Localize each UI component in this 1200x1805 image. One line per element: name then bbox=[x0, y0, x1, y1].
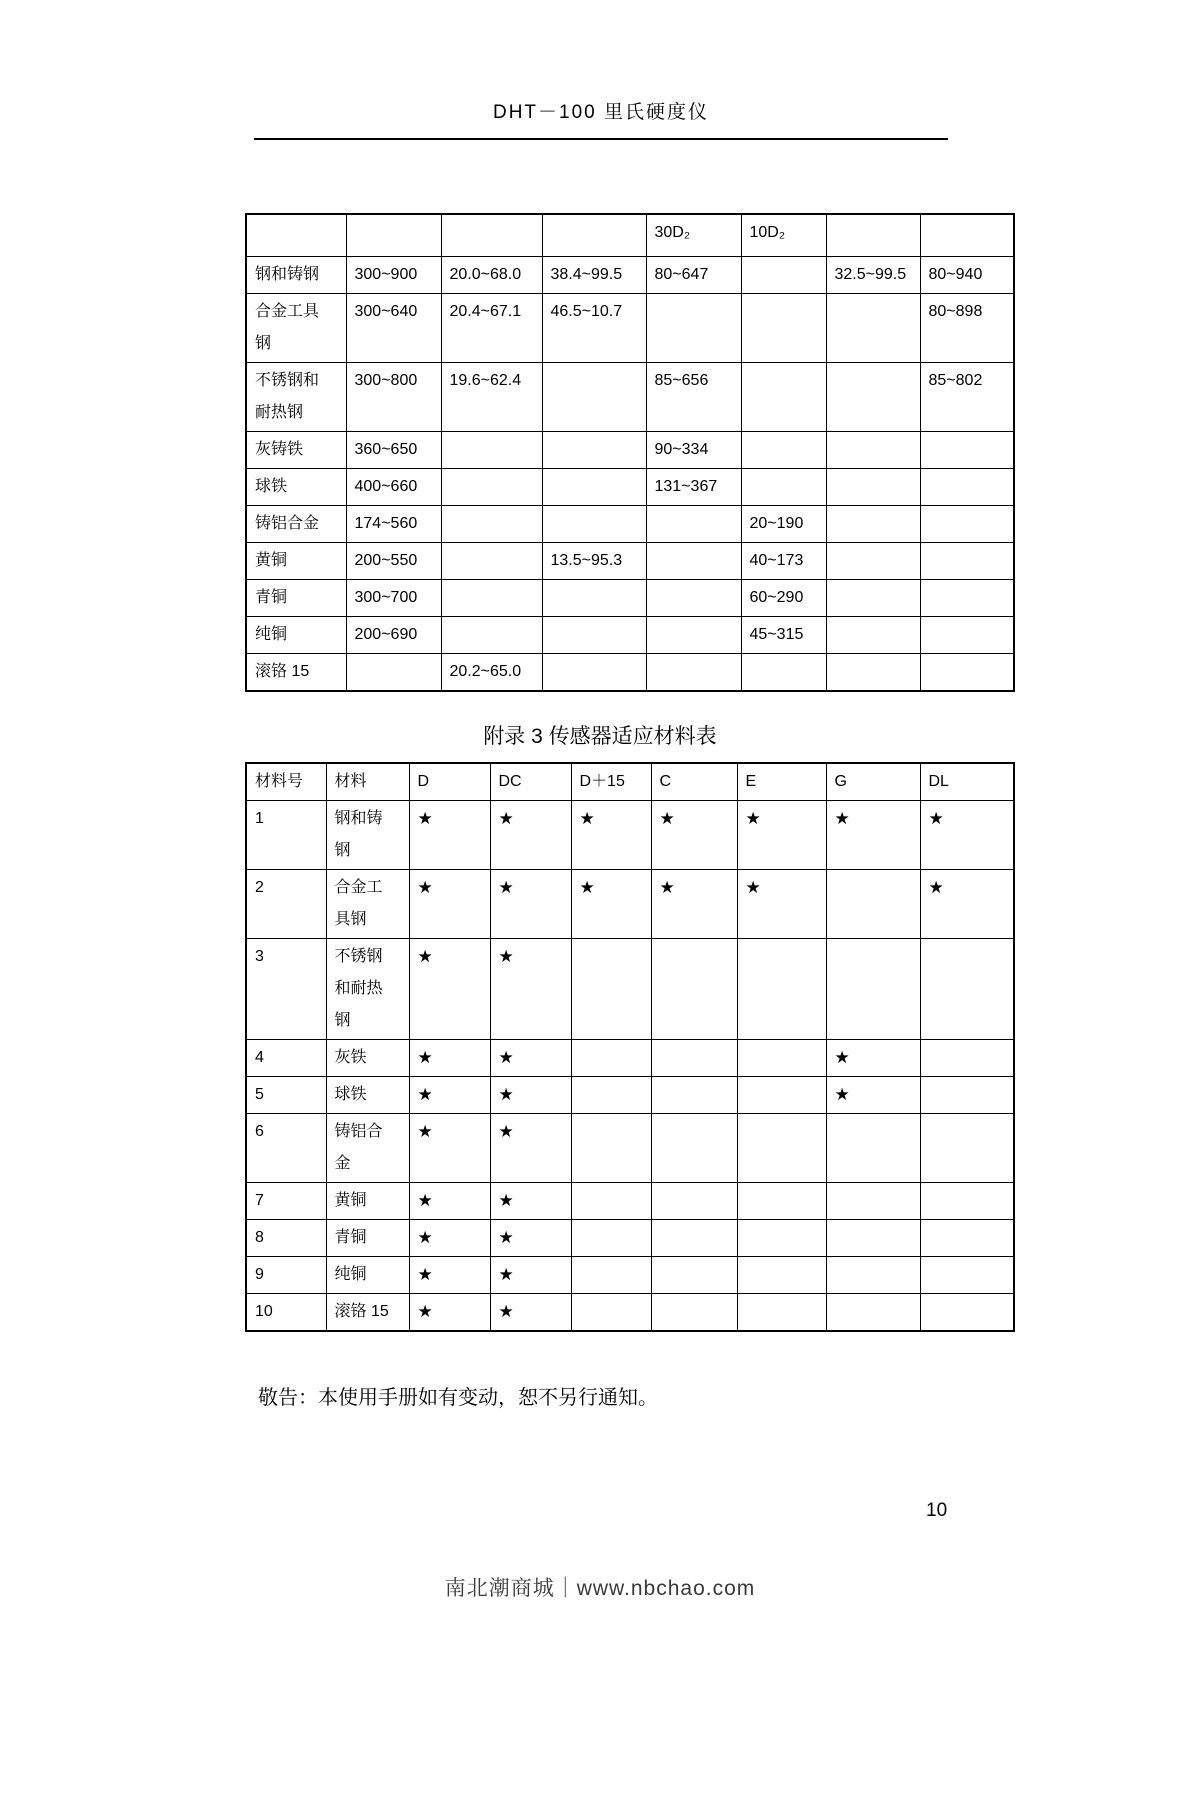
hardness-range-cell bbox=[542, 653, 646, 691]
hardness-table-row bbox=[246, 505, 1014, 542]
material-name-cell: 滚铬 15 bbox=[246, 653, 346, 691]
material-number-cell: 7 bbox=[246, 1182, 326, 1219]
star-compatibility-cell: ★ bbox=[490, 938, 571, 1039]
probe-column-label-cell bbox=[346, 214, 441, 256]
hardness-range-cell: 13.5~95.3 bbox=[542, 542, 646, 579]
hardness-range-cell: 300~800 bbox=[346, 362, 441, 431]
hardness-range-cell bbox=[826, 431, 920, 468]
star-compatibility-cell bbox=[920, 1219, 1014, 1256]
hardness-range-cell bbox=[920, 616, 1014, 653]
star-compatibility-cell: ★ bbox=[409, 869, 490, 938]
sensor-table-row bbox=[246, 1219, 1014, 1256]
star-compatibility-cell bbox=[737, 1256, 826, 1293]
hardness-table-row bbox=[246, 542, 1014, 579]
hardness-range-cell bbox=[441, 468, 542, 505]
hardness-range-cell bbox=[646, 293, 741, 362]
sensor-column-header: C bbox=[651, 763, 737, 801]
hardness-range-cell: 40~173 bbox=[741, 542, 826, 579]
hardness-range-cell bbox=[826, 579, 920, 616]
hardness-table-row bbox=[246, 468, 1014, 505]
star-compatibility-cell: ★ bbox=[409, 1076, 490, 1113]
page-number: 10 bbox=[926, 1499, 948, 1521]
hardness-range-cell: 360~650 bbox=[346, 431, 441, 468]
star-compatibility-cell: ★ bbox=[409, 1293, 490, 1331]
star-compatibility-cell bbox=[571, 938, 651, 1039]
star-compatibility-cell: ★ bbox=[490, 1293, 571, 1331]
hardness-range-cell: 80~898 bbox=[920, 293, 1014, 362]
hardness-range-cell bbox=[542, 468, 646, 505]
star-compatibility-cell bbox=[651, 1219, 737, 1256]
star-compatibility-cell: ★ bbox=[490, 800, 571, 869]
material-number-cell: 5 bbox=[246, 1076, 326, 1113]
material-number-cell: 3 bbox=[246, 938, 326, 1039]
hardness-range-cell: 45~315 bbox=[741, 616, 826, 653]
hardness-range-cell: 60~290 bbox=[741, 579, 826, 616]
star-compatibility-cell bbox=[826, 1182, 920, 1219]
hardness-range-cell: 20~190 bbox=[741, 505, 826, 542]
hardness-range-cell bbox=[741, 653, 826, 691]
hardness-range-cell: 300~700 bbox=[346, 579, 441, 616]
material-number-cell: 8 bbox=[246, 1219, 326, 1256]
hardness-range-cell: 85~656 bbox=[646, 362, 741, 431]
star-compatibility-cell: ★ bbox=[737, 869, 826, 938]
star-compatibility-cell: ★ bbox=[409, 1182, 490, 1219]
star-compatibility-cell bbox=[826, 938, 920, 1039]
hardness-range-cell bbox=[826, 616, 920, 653]
star-compatibility-cell bbox=[571, 1113, 651, 1182]
star-compatibility-cell bbox=[826, 1293, 920, 1331]
hardness-range-cell bbox=[542, 431, 646, 468]
material-name-cell: 钢和铸钢 bbox=[246, 256, 346, 293]
hardness-range-cell bbox=[646, 505, 741, 542]
sensor-column-header: E bbox=[737, 763, 826, 801]
sensor-column-header: D＋15 bbox=[571, 763, 651, 801]
star-compatibility-cell: ★ bbox=[409, 800, 490, 869]
star-compatibility-cell: ★ bbox=[826, 1076, 920, 1113]
probe-column-label-cell bbox=[920, 214, 1014, 256]
star-compatibility-cell bbox=[571, 1076, 651, 1113]
hardness-range-cell bbox=[646, 653, 741, 691]
material-name-cell: 合金工具钢 bbox=[326, 869, 409, 938]
material-number-cell: 4 bbox=[246, 1039, 326, 1076]
hardness-range-cell: 300~640 bbox=[346, 293, 441, 362]
hardness-range-cell bbox=[920, 579, 1014, 616]
star-compatibility-cell bbox=[651, 1293, 737, 1331]
hardness-range-cell bbox=[542, 616, 646, 653]
hardness-range-table bbox=[245, 213, 1015, 692]
hardness-range-cell: 85~802 bbox=[920, 362, 1014, 431]
star-compatibility-cell: ★ bbox=[490, 1219, 571, 1256]
material-name-cell: 纯铜 bbox=[326, 1256, 409, 1293]
star-compatibility-cell bbox=[571, 1293, 651, 1331]
hardness-range-cell: 38.4~99.5 bbox=[542, 256, 646, 293]
hardness-range-cell: 20.0~68.0 bbox=[441, 256, 542, 293]
hardness-table-row bbox=[246, 431, 1014, 468]
hardness-table-row bbox=[246, 362, 1014, 431]
material-number-cell: 9 bbox=[246, 1256, 326, 1293]
sensor-column-header: DL bbox=[920, 763, 1014, 801]
star-compatibility-cell bbox=[737, 1039, 826, 1076]
star-compatibility-cell bbox=[920, 1039, 1014, 1076]
material-name-cell: 滚铬 15 bbox=[326, 1293, 409, 1331]
hardness-range-cell bbox=[542, 579, 646, 616]
hardness-range-cell bbox=[741, 256, 826, 293]
hardness-range-cell bbox=[441, 616, 542, 653]
probe-column-label-cell bbox=[441, 214, 542, 256]
hardness-range-cell bbox=[741, 293, 826, 362]
sensor-table-header-row bbox=[246, 763, 1014, 801]
hardness-range-cell bbox=[441, 542, 542, 579]
probe-column-label-cell bbox=[826, 214, 920, 256]
hardness-range-cell: 19.6~62.4 bbox=[441, 362, 542, 431]
appendix-title: 附录 3 传感器适应材料表 bbox=[483, 724, 717, 748]
hardness-range-cell: 80~940 bbox=[920, 256, 1014, 293]
hardness-range-cell bbox=[441, 579, 542, 616]
material-name-cell: 合金工具钢 bbox=[246, 293, 346, 362]
hardness-range-cell bbox=[920, 468, 1014, 505]
star-compatibility-cell bbox=[737, 1219, 826, 1256]
star-compatibility-cell bbox=[737, 1182, 826, 1219]
material-name-cell: 纯铜 bbox=[246, 616, 346, 653]
star-compatibility-cell bbox=[826, 1219, 920, 1256]
sensor-column-header: 材料号 bbox=[246, 763, 326, 801]
star-compatibility-cell bbox=[826, 869, 920, 938]
hardness-range-cell: 300~900 bbox=[346, 256, 441, 293]
hardness-range-cell: 20.2~65.0 bbox=[441, 653, 542, 691]
hardness-range-cell: 80~647 bbox=[646, 256, 741, 293]
sensor-table-row bbox=[246, 938, 1014, 1039]
hardness-range-cell bbox=[741, 468, 826, 505]
hardness-range-cell bbox=[920, 542, 1014, 579]
probe-column-label-cell bbox=[542, 214, 646, 256]
hardness-range-cell bbox=[826, 542, 920, 579]
star-compatibility-cell: ★ bbox=[571, 800, 651, 869]
material-name-cell: 灰铸铁 bbox=[246, 431, 346, 468]
star-compatibility-cell: ★ bbox=[920, 869, 1014, 938]
hardness-range-cell: 32.5~99.5 bbox=[826, 256, 920, 293]
hardness-range-cell bbox=[346, 653, 441, 691]
material-number-cell: 10 bbox=[246, 1293, 326, 1331]
hardness-range-cell bbox=[920, 653, 1014, 691]
hardness-range-cell bbox=[826, 505, 920, 542]
sensor-table-row bbox=[246, 1293, 1014, 1331]
material-name-cell: 青铜 bbox=[246, 579, 346, 616]
hardness-range-cell bbox=[542, 362, 646, 431]
hardness-range-cell bbox=[441, 505, 542, 542]
star-compatibility-cell: ★ bbox=[409, 1113, 490, 1182]
star-compatibility-cell bbox=[651, 1113, 737, 1182]
hardness-range-cell: 400~660 bbox=[346, 468, 441, 505]
sensor-column-header: 材料 bbox=[326, 763, 409, 801]
star-compatibility-cell bbox=[737, 1076, 826, 1113]
probe-column-label-cell: 30D₂ bbox=[646, 214, 741, 256]
star-compatibility-cell bbox=[571, 1182, 651, 1219]
sensor-table-row bbox=[246, 800, 1014, 869]
material-name-cell: 球铁 bbox=[246, 468, 346, 505]
star-compatibility-cell bbox=[571, 1039, 651, 1076]
star-compatibility-cell bbox=[920, 1256, 1014, 1293]
sensor-column-header: DC bbox=[490, 763, 571, 801]
star-compatibility-cell bbox=[651, 1182, 737, 1219]
hardness-range-cell: 20.4~67.1 bbox=[441, 293, 542, 362]
hardness-range-cell bbox=[826, 468, 920, 505]
star-compatibility-cell: ★ bbox=[490, 1256, 571, 1293]
sensor-table-row bbox=[246, 869, 1014, 938]
sensor-table-row bbox=[246, 1182, 1014, 1219]
star-compatibility-cell bbox=[826, 1256, 920, 1293]
star-compatibility-cell: ★ bbox=[651, 869, 737, 938]
star-compatibility-cell bbox=[920, 1182, 1014, 1219]
star-compatibility-cell bbox=[826, 1113, 920, 1182]
star-compatibility-cell bbox=[920, 1293, 1014, 1331]
hardness-table-row bbox=[246, 256, 1014, 293]
sensor-table-row bbox=[246, 1076, 1014, 1113]
hardness-range-cell bbox=[826, 362, 920, 431]
hardness-range-cell bbox=[542, 505, 646, 542]
probe-column-label-cell bbox=[246, 214, 346, 256]
hardness-range-cell: 174~560 bbox=[346, 505, 441, 542]
notice-text: 敬告：本使用手册如有变动，恕不另行通知。 bbox=[258, 1386, 658, 1409]
star-compatibility-cell: ★ bbox=[651, 800, 737, 869]
sensor-table-row bbox=[246, 1039, 1014, 1076]
sensor-table-row bbox=[246, 1256, 1014, 1293]
star-compatibility-cell: ★ bbox=[826, 800, 920, 869]
star-compatibility-cell: ★ bbox=[490, 1182, 571, 1219]
material-name-cell: 铸铝合金 bbox=[246, 505, 346, 542]
star-compatibility-cell: ★ bbox=[826, 1039, 920, 1076]
page-header bbox=[254, 100, 948, 140]
star-compatibility-cell: ★ bbox=[409, 1039, 490, 1076]
document-page bbox=[0, 100, 1200, 1602]
sensor-material-table bbox=[245, 762, 1015, 1332]
material-number-cell: 6 bbox=[246, 1113, 326, 1182]
hardness-range-cell bbox=[441, 431, 542, 468]
star-compatibility-cell bbox=[737, 1113, 826, 1182]
star-compatibility-cell bbox=[737, 1293, 826, 1331]
hardness-range-cell: 46.5~10.7 bbox=[542, 293, 646, 362]
material-name-cell: 钢和铸钢 bbox=[326, 800, 409, 869]
star-compatibility-cell: ★ bbox=[920, 800, 1014, 869]
star-compatibility-cell bbox=[651, 1256, 737, 1293]
hardness-table-row bbox=[246, 293, 1014, 362]
star-compatibility-cell bbox=[651, 938, 737, 1039]
star-compatibility-cell bbox=[571, 1219, 651, 1256]
star-compatibility-cell bbox=[920, 938, 1014, 1039]
hardness-range-cell bbox=[741, 431, 826, 468]
star-compatibility-cell bbox=[651, 1039, 737, 1076]
sensor-column-header: G bbox=[826, 763, 920, 801]
hardness-range-cell bbox=[920, 505, 1014, 542]
hardness-table-row bbox=[246, 653, 1014, 691]
hardness-table-row bbox=[246, 616, 1014, 653]
material-name-cell: 铸铝合金 bbox=[326, 1113, 409, 1182]
star-compatibility-cell: ★ bbox=[490, 1076, 571, 1113]
material-name-cell: 青铜 bbox=[326, 1219, 409, 1256]
hardness-range-cell: 131~367 bbox=[646, 468, 741, 505]
hardness-range-cell: 200~550 bbox=[346, 542, 441, 579]
material-name-cell: 灰铁 bbox=[326, 1039, 409, 1076]
footer-text: 南北潮商城｜www.nbchao.com bbox=[444, 1576, 756, 1600]
hardness-range-cell bbox=[920, 431, 1014, 468]
star-compatibility-cell bbox=[571, 1256, 651, 1293]
star-compatibility-cell: ★ bbox=[737, 800, 826, 869]
hardness-range-cell bbox=[646, 616, 741, 653]
star-compatibility-cell: ★ bbox=[409, 1256, 490, 1293]
hardness-table-row bbox=[246, 579, 1014, 616]
sensor-column-header: D bbox=[409, 763, 490, 801]
material-name-cell: 不锈钢和耐热钢 bbox=[326, 938, 409, 1039]
hardness-table-header-row bbox=[246, 214, 1014, 256]
star-compatibility-cell: ★ bbox=[409, 938, 490, 1039]
sensor-table-row bbox=[246, 1113, 1014, 1182]
hardness-range-cell bbox=[741, 362, 826, 431]
header-title: DHT－100 里氏硬度仪 bbox=[492, 102, 710, 123]
star-compatibility-cell: ★ bbox=[490, 1039, 571, 1076]
footer bbox=[0, 1572, 1200, 1602]
star-compatibility-cell bbox=[920, 1076, 1014, 1113]
probe-column-label-cell: 10D₂ bbox=[741, 214, 826, 256]
material-number-cell: 2 bbox=[246, 869, 326, 938]
star-compatibility-cell bbox=[651, 1076, 737, 1113]
hardness-range-cell bbox=[826, 653, 920, 691]
hardness-range-cell: 200~690 bbox=[346, 616, 441, 653]
material-name-cell: 黄铜 bbox=[326, 1182, 409, 1219]
material-number-cell: 1 bbox=[246, 800, 326, 869]
hardness-range-cell bbox=[646, 579, 741, 616]
material-name-cell: 球铁 bbox=[326, 1076, 409, 1113]
material-name-cell: 黄铜 bbox=[246, 542, 346, 579]
star-compatibility-cell: ★ bbox=[490, 869, 571, 938]
hardness-range-cell: 90~334 bbox=[646, 431, 741, 468]
star-compatibility-cell: ★ bbox=[571, 869, 651, 938]
material-name-cell: 不锈钢和耐热钢 bbox=[246, 362, 346, 431]
hardness-range-cell bbox=[826, 293, 920, 362]
hardness-range-cell bbox=[646, 542, 741, 579]
star-compatibility-cell bbox=[737, 938, 826, 1039]
star-compatibility-cell bbox=[920, 1113, 1014, 1182]
star-compatibility-cell: ★ bbox=[490, 1113, 571, 1182]
star-compatibility-cell: ★ bbox=[409, 1219, 490, 1256]
